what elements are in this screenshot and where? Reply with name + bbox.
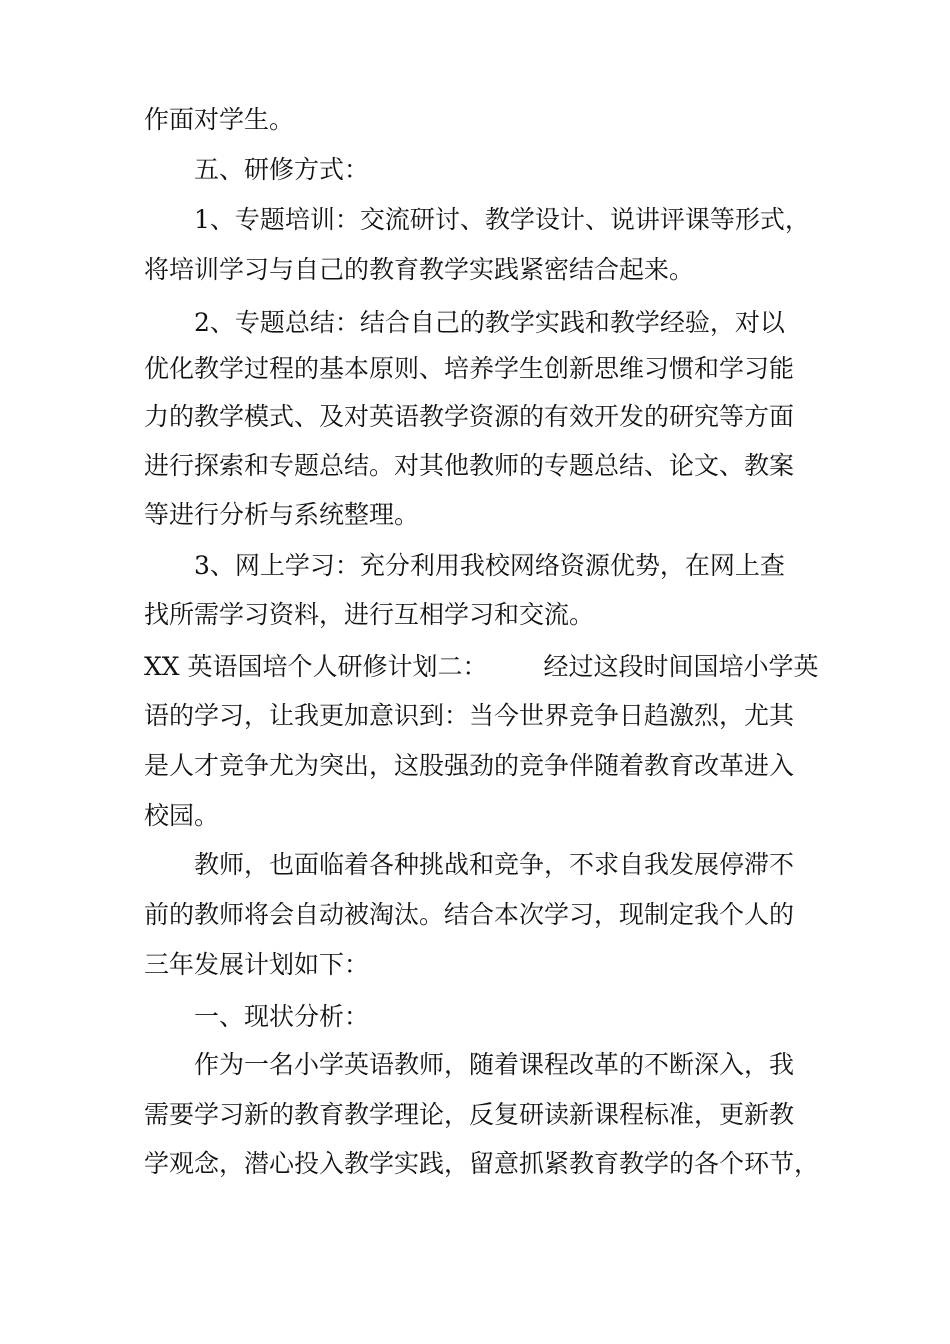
text-line: 作面对学生。 bbox=[144, 105, 295, 134]
section-heading: 一、现状分析： bbox=[194, 1002, 370, 1031]
section-heading: 五、研修方式： bbox=[194, 155, 370, 184]
text-line: 优化教学过程的基本原则、培养学生创新思维习惯和学习能 bbox=[144, 354, 795, 383]
text-line: 找所需学习资料，进行互相学习和交流。 bbox=[144, 600, 595, 629]
text-line: 语的学习，让我更加意识到：当今世界竞争日趋激烈，尤其 bbox=[144, 701, 795, 730]
text-line: 将培训学习与自己的教育教学实践紧密结合起来。 bbox=[144, 255, 695, 284]
text-line: 进行探索和专题总结。对其他教师的专题总结、论文、教案 bbox=[144, 451, 795, 480]
text-line: 是人才竞争尤为突出，这股强劲的竞争伴随着教育改革进入 bbox=[144, 751, 795, 780]
text-line: 经过这段时间国培小学英 bbox=[543, 652, 819, 681]
text-line: 作为一名小学英语教师，随着课程改革的不断深入，我 bbox=[194, 1050, 795, 1079]
text-line: 需要学习新的教育教学理论，反复研读新课程标准，更新教 bbox=[144, 1100, 795, 1129]
text-line: 2、专题总结：结合自己的教学实践和教学经验，对以 bbox=[194, 308, 785, 337]
text-line: 校园。 bbox=[144, 801, 220, 830]
document-title-line bbox=[144, 642, 824, 692]
text-line: 学观念，潜心投入教学实践，留意抓紧教育教学的各个环节， bbox=[144, 1149, 820, 1178]
document-title: XX 英语国培个人研修计划二： bbox=[144, 652, 488, 681]
text-line: 1、专题培训：交流研讨、教学设计、说讲评课等形式， bbox=[194, 205, 810, 234]
text-line: 前的教师将会自动被淘汰。结合本次学习，现制定我个人的 bbox=[144, 900, 795, 929]
text-line: 教师，也面临着各种挑战和竞争，不求自我发展停滞不 bbox=[194, 850, 795, 879]
text-line: 三年发展计划如下： bbox=[144, 950, 370, 979]
text-line: 3、网上学习：充分利用我校网络资源优势，在网上查 bbox=[194, 551, 785, 580]
text-line: 力的教学模式、及对英语教学资源的有效开发的研究等方面 bbox=[144, 402, 795, 431]
text-line: 等进行分析与系统整理。 bbox=[144, 500, 420, 529]
